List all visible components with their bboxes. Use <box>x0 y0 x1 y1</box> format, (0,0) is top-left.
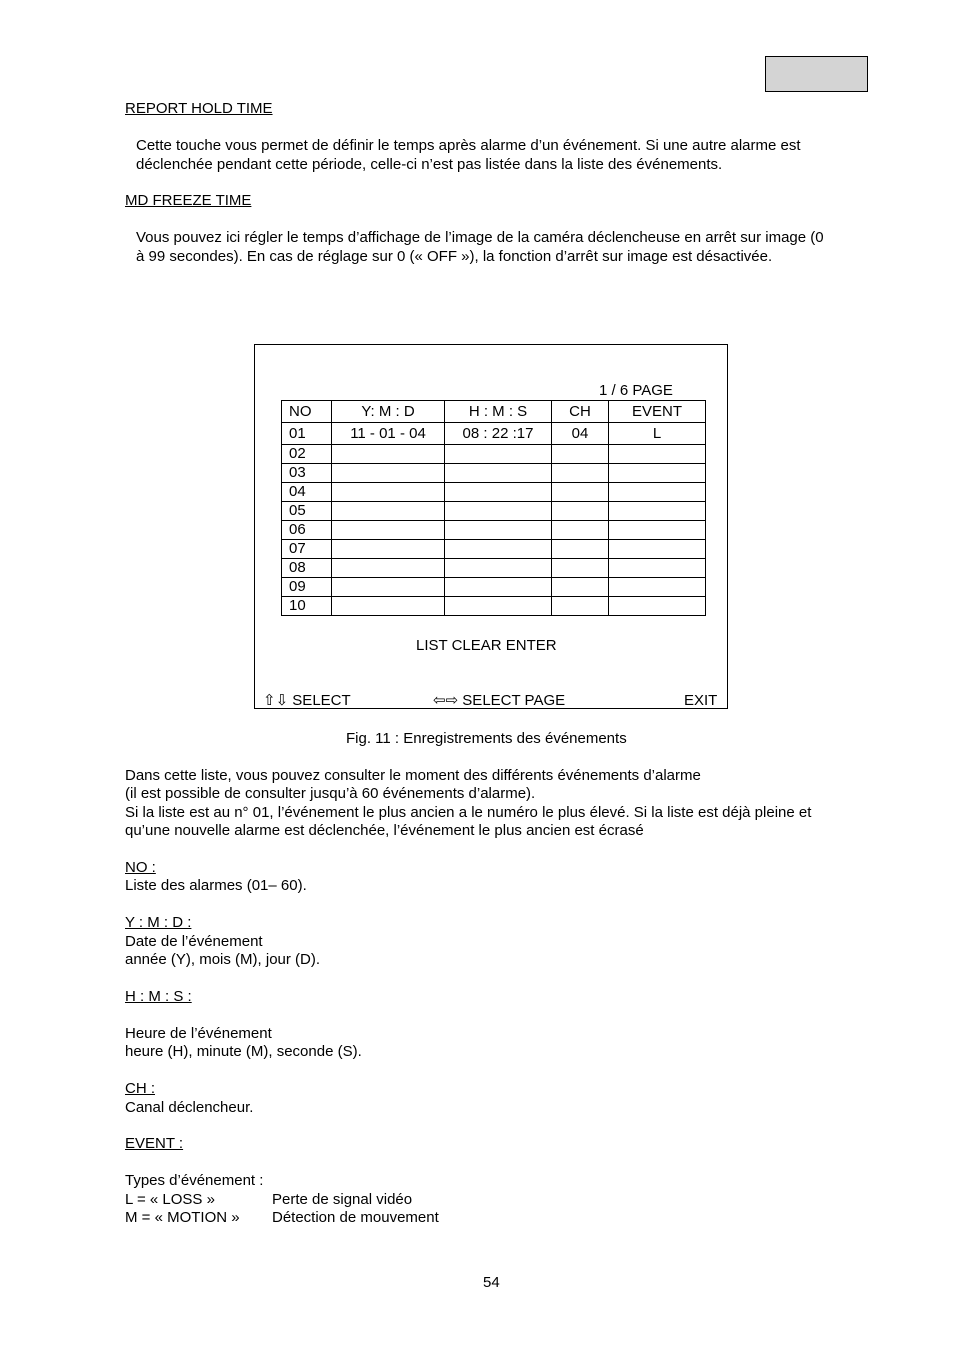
cell-event: L <box>609 423 706 445</box>
cell-no: 04 <box>282 483 332 502</box>
cell-no: 07 <box>282 540 332 559</box>
cell-time <box>445 559 552 578</box>
cell-no: 08 <box>282 559 332 578</box>
cell-no: 01 <box>282 423 332 445</box>
cell-time <box>445 445 552 464</box>
page-number: 54 <box>483 1274 500 1291</box>
cell-time <box>445 578 552 597</box>
md-freeze-time-text-line2: à 99 secondes). En cas de réglage sur 0 (« OFF »), la fonction d’arrêt sur image est désactivée. <box>136 248 773 265</box>
def-ch-term: CH : <box>125 1080 155 1097</box>
cell-date <box>332 521 445 540</box>
def-no-term: NO : <box>125 859 156 876</box>
header-date: Y: M : D <box>332 401 445 423</box>
page-indicator: 1 / 6 PAGE <box>599 382 673 399</box>
table-header-row <box>282 401 706 423</box>
cell-no: 10 <box>282 597 332 616</box>
intro-line4: qu’une nouvelle alarme est déclenchée, l’événement le plus ancien est écrasé <box>125 822 644 839</box>
cell-event <box>609 597 706 616</box>
cell-ch <box>552 483 609 502</box>
cell-ch <box>552 521 609 540</box>
cell-date <box>332 464 445 483</box>
report-hold-time-text-line1: Cette touche vous permet de définir le temps après alarme d’un événement. Si une autre alarme est <box>136 137 801 154</box>
event-motion-desc: Détection de mouvement <box>272 1209 439 1226</box>
cell-event <box>609 483 706 502</box>
table-row[interactable] <box>282 464 706 483</box>
cell-ch <box>552 597 609 616</box>
cell-date <box>332 578 445 597</box>
cell-ch <box>552 540 609 559</box>
table-row[interactable] <box>282 483 706 502</box>
intro-line1: Dans cette liste, vous pouvez consulter le moment des différents événements d’alarme <box>125 767 701 784</box>
cell-ch <box>552 445 609 464</box>
cell-time <box>445 521 552 540</box>
table-row[interactable] <box>282 578 706 597</box>
cell-event <box>609 540 706 559</box>
header-ch: CH <box>552 401 609 423</box>
report-hold-time-heading: REPORT HOLD TIME <box>125 100 273 117</box>
cell-no: 02 <box>282 445 332 464</box>
header-time: H : M : S <box>445 401 552 423</box>
event-loss-code: L = « LOSS » <box>125 1191 215 1208</box>
cell-no: 09 <box>282 578 332 597</box>
cell-ch <box>552 578 609 597</box>
event-types-label: Types d’événement : <box>125 1172 264 1189</box>
figure-caption: Fig. 11 : Enregistrements des événements <box>346 730 627 747</box>
table-row[interactable] <box>282 559 706 578</box>
cell-date <box>332 445 445 464</box>
cell-ch: 04 <box>552 423 609 445</box>
table-row[interactable] <box>282 597 706 616</box>
cell-ch <box>552 464 609 483</box>
intro-line2: (il est possible de consulter jusqu’à 60 événements d’alarme). <box>125 785 536 802</box>
cell-ch <box>552 559 609 578</box>
cell-date <box>332 502 445 521</box>
cell-date <box>332 559 445 578</box>
table-row[interactable] <box>282 502 706 521</box>
md-freeze-time-heading: MD FREEZE TIME <box>125 192 252 209</box>
header-no: NO <box>282 401 332 423</box>
select-row-hint: ⇧⇩ SELECT <box>263 692 351 709</box>
cell-time <box>445 483 552 502</box>
cell-date <box>332 540 445 559</box>
table-row[interactable] <box>282 521 706 540</box>
def-ch-desc: Canal déclencheur. <box>125 1099 254 1116</box>
cell-ch <box>552 502 609 521</box>
cell-event <box>609 559 706 578</box>
cell-date: 11 - 01 - 04 <box>332 423 445 445</box>
def-ymd-desc2: année (Y), mois (M), jour (D). <box>125 951 321 968</box>
def-ymd-term: Y : M : D : <box>125 914 192 931</box>
cell-event <box>609 578 706 597</box>
header-tab-box <box>765 56 868 92</box>
select-page-hint: ⇦⇨ SELECT PAGE <box>433 692 566 709</box>
event-list-table <box>281 400 706 616</box>
cell-event <box>609 464 706 483</box>
list-clear-enter-option[interactable]: LIST CLEAR ENTER <box>416 637 557 654</box>
def-hms-desc2: heure (H), minute (M), seconde (S). <box>125 1043 362 1060</box>
cell-event <box>609 445 706 464</box>
cell-no: 06 <box>282 521 332 540</box>
event-motion-code: M = « MOTION » <box>125 1209 240 1226</box>
table-row[interactable] <box>282 540 706 559</box>
def-hms-desc1: Heure de l’événement <box>125 1025 272 1042</box>
cell-time: 08 : 22 :17 <box>445 423 552 445</box>
cell-time <box>445 597 552 616</box>
table-row[interactable] <box>282 423 706 445</box>
cell-event <box>609 521 706 540</box>
md-freeze-time-text-line1: Vous pouvez ici régler le temps d’affichage de l’image de la caméra déclencheuse en arrêt sur image (0 <box>136 229 824 246</box>
intro-line3: Si la liste est au n° 01, l’événement le plus ancien a le numéro le plus élevé. Si la liste est déjà pleine et <box>125 804 812 821</box>
report-hold-time-text-line2: déclenchée pendant cette période, celle-ci n’est pas listée dans la liste des événements. <box>136 156 723 173</box>
def-no-desc: Liste des alarmes (01– 60). <box>125 877 307 894</box>
event-loss-desc: Perte de signal vidéo <box>272 1191 413 1208</box>
table-row[interactable] <box>282 445 706 464</box>
header-event: EVENT <box>609 401 706 423</box>
cell-date <box>332 597 445 616</box>
cell-time <box>445 502 552 521</box>
def-hms-term: H : M : S : <box>125 988 192 1005</box>
cell-time <box>445 540 552 559</box>
cell-no: 03 <box>282 464 332 483</box>
cell-no: 05 <box>282 502 332 521</box>
cell-date <box>332 483 445 502</box>
exit-option[interactable]: EXIT <box>684 692 718 709</box>
cell-time <box>445 464 552 483</box>
def-ymd-desc1: Date de l’événement <box>125 933 263 950</box>
def-event-term: EVENT : <box>125 1135 184 1152</box>
cell-event <box>609 502 706 521</box>
